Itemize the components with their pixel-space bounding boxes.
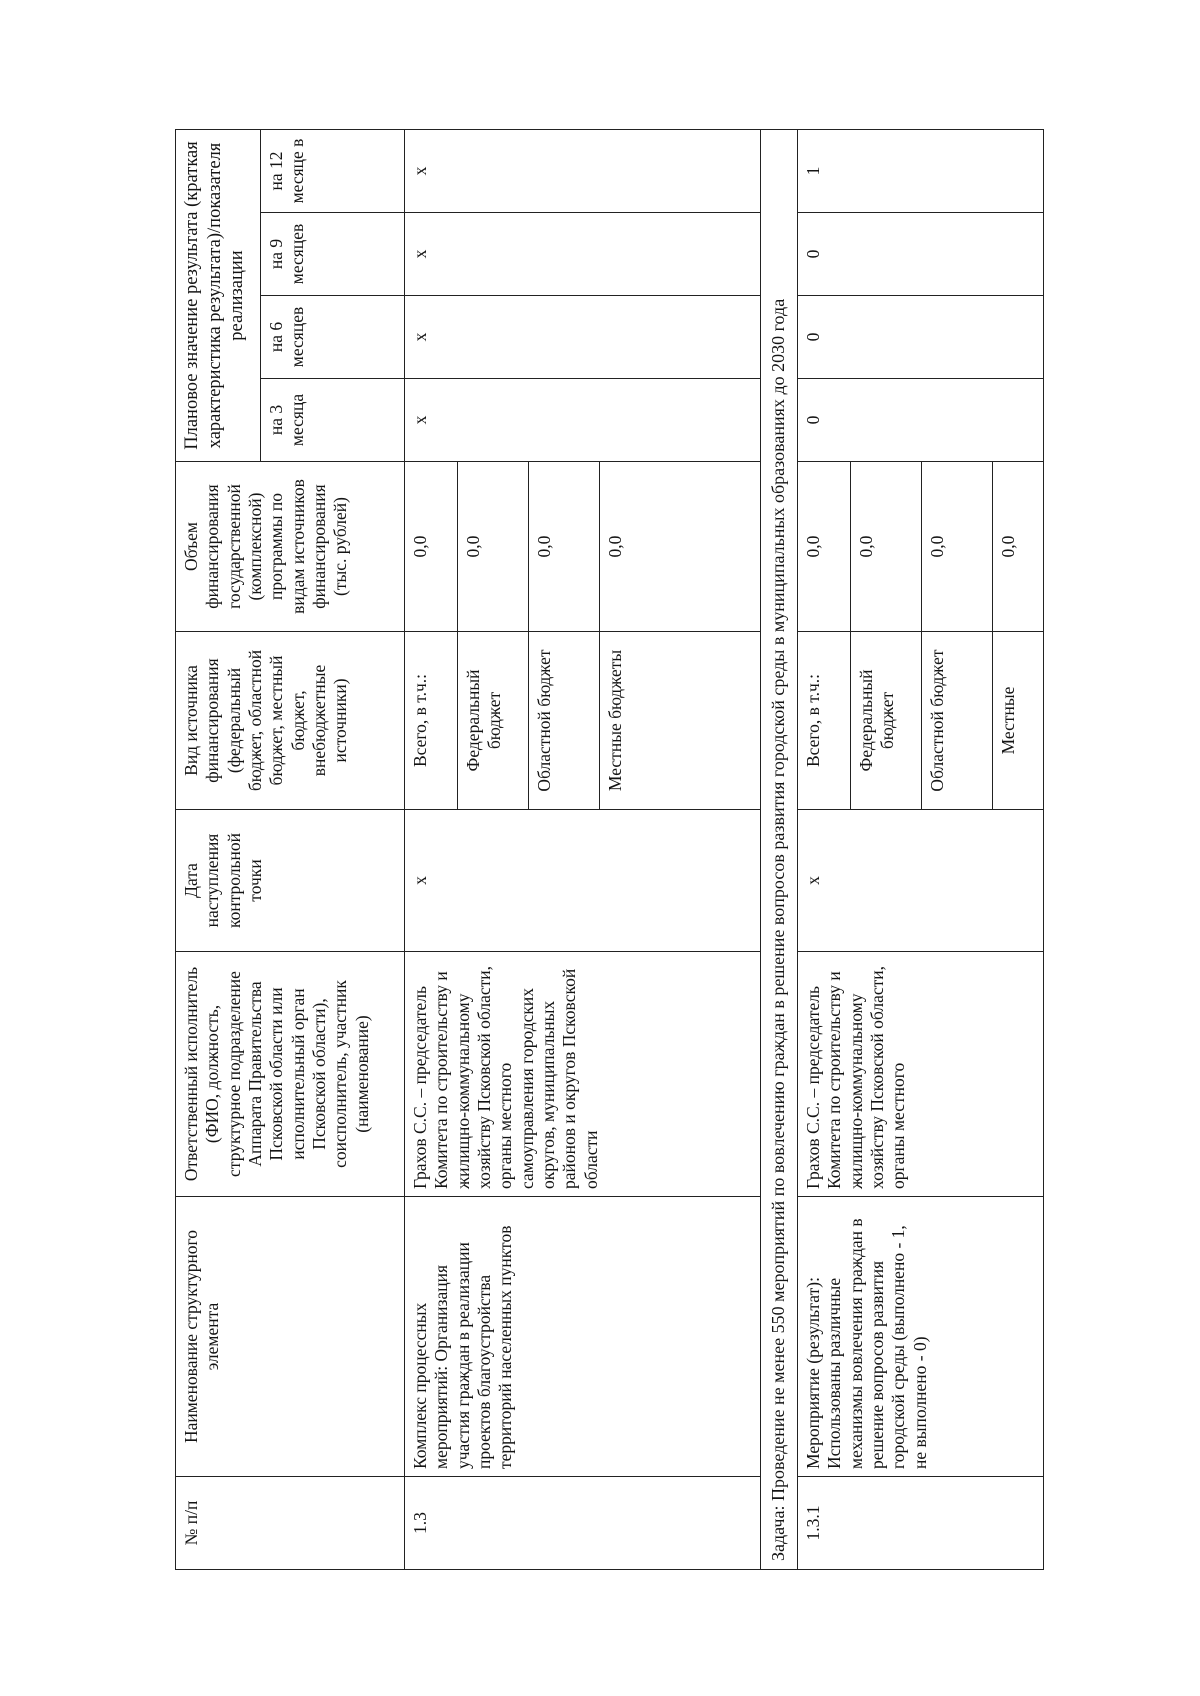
header-responsible: Ответственный исполнитель (ФИО, должность, структурное подразделение Аппарата Правительства Псковской области или исполнительный орган Псковской области), соисполнитель, участник (наименование): [176, 952, 405, 1197]
row-volume-regional: 0,0: [921, 462, 992, 632]
row-plan-9: 0: [797, 213, 1043, 296]
header-number: № п/п: [176, 1477, 405, 1570]
row-volume-local: 0,0: [600, 462, 761, 632]
task-row: [761, 129, 798, 1569]
row-volume-federal: 0,0: [850, 462, 921, 632]
header-plan-3: на 3 месяца: [261, 379, 405, 462]
table-row: [405, 129, 458, 1569]
header-funding-volume: Объем финансирования государственной (комплексной) программы по видам источников финансирования (тыс. рублей): [176, 462, 405, 632]
header-element-name: Наименование структурного элемента: [176, 1197, 405, 1477]
row-volume-federal: 0,0: [458, 462, 529, 632]
row-plan-3: 0: [797, 379, 1043, 462]
header-plan-6: на 6 месяцев: [261, 296, 405, 379]
row-plan-12: 1: [797, 129, 1043, 212]
row-source-regional: Областной бюджет: [921, 632, 992, 810]
row-source-regional: Областной бюджет: [529, 632, 600, 810]
row-volume-regional: 0,0: [529, 462, 600, 632]
row-plan-6: 0: [797, 296, 1043, 379]
header-funding-source: Вид источника финансирования (федеральный бюджет, областной бюджет, местный бюджет, внебюджетные источники): [176, 632, 405, 810]
row-source-federal: Федеральный бюджет: [850, 632, 921, 810]
row-number: 1.3: [405, 1477, 761, 1570]
row-source-local: Местные бюджеты: [600, 632, 761, 810]
row-responsible: Грахов С.С. – председатель Комитета по строительству и жилищно-коммунальному хозяйству Псковской области, органы местного самоуправления городских округов, муниципальных районов и округов Псковской области: [405, 952, 761, 1197]
row-plan-12: х: [405, 129, 761, 212]
row-volume-total: 0,0: [405, 462, 458, 632]
row-plan-6: х: [405, 296, 761, 379]
row-source-local: Местные: [992, 632, 1043, 810]
header-plan-value: Плановое значение результата (краткая характеристика результата)/показателя реализации: [176, 129, 261, 461]
row-plan-9: х: [405, 213, 761, 296]
rotated-page: [175, 130, 1125, 1570]
task-text: Задача: Проведение не менее 550 мероприятий по вовлечению граждан в решение вопросов развития городской среды в муниципальных образованиях до 2030 года: [761, 129, 798, 1569]
header-plan-12: на 12 месяце в: [261, 129, 405, 212]
row-source-total: Всего, в т.ч.:: [405, 632, 458, 810]
row-responsible: Грахов С.С. – председатель Комитета по строительству и жилищно-коммунальному хозяйству Псковской области, органы местного: [797, 952, 1043, 1197]
row-source-federal: Федеральный бюджет: [458, 632, 529, 810]
row-date: х: [797, 810, 1043, 952]
row-element-name: Мероприятие (результат): Использованы различные механизмы вовлечения граждан в решение вопросов развития городской среды (выполнено - 1, не выполнено - 0): [797, 1197, 1043, 1477]
header-plan-9: на 9 месяцев: [261, 213, 405, 296]
row-volume-local: 0,0: [992, 462, 1043, 632]
program-table: [175, 129, 1044, 1570]
header-row: [176, 129, 261, 1569]
table-row: [797, 129, 850, 1569]
row-date: х: [405, 810, 761, 952]
row-element-name: Комплекс процессных мероприятий: Организация участия граждан в реализации проектов благоустройства территорий населенных пунктов: [405, 1197, 761, 1477]
row-source-total: Всего, в т.ч.:: [797, 632, 850, 810]
row-plan-3: х: [405, 379, 761, 462]
row-volume-total: 0,0: [797, 462, 850, 632]
row-number: 1.3.1: [797, 1477, 1043, 1570]
header-date: Дата наступления контрольной точки: [176, 810, 405, 952]
